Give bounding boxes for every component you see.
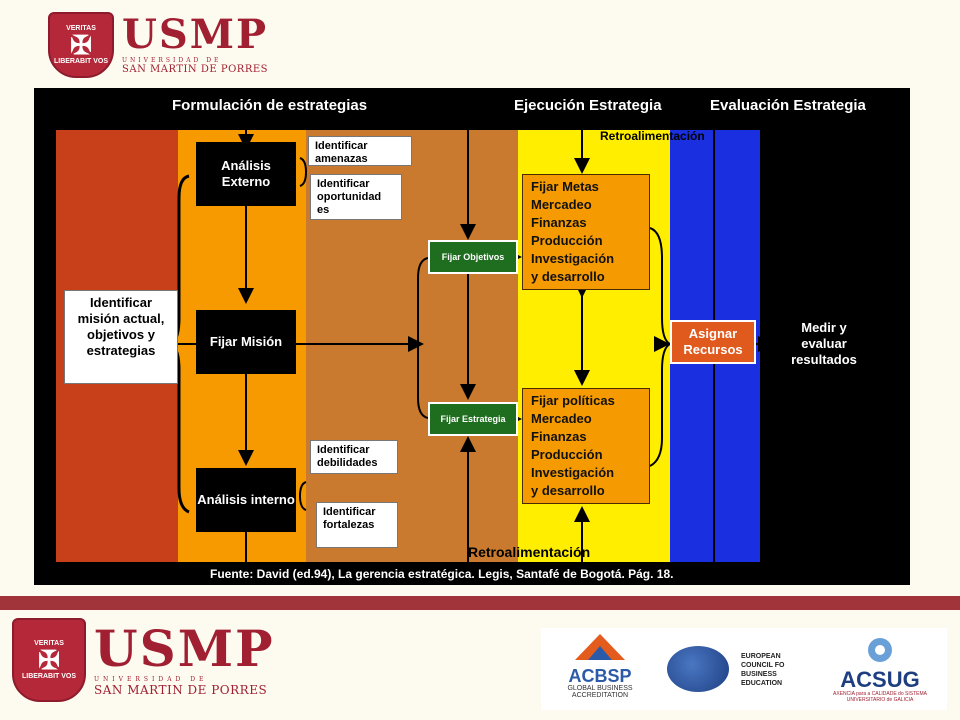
acsug-name: ACSUG xyxy=(840,667,920,692)
ecbe-line: COUNCIL FO xyxy=(741,662,785,669)
brand-name: USMP xyxy=(94,618,275,678)
ecbe-line: EDUCATION xyxy=(741,680,783,687)
acsug-logo xyxy=(817,636,943,706)
ecbe-line: EUROPEAN xyxy=(741,653,781,660)
brand-name: USMP xyxy=(122,11,269,58)
medir-resultados-text: Medir y evaluar resultados xyxy=(791,320,857,367)
fijar-mision-box: Fijar Misión xyxy=(196,310,296,374)
analisis-interno-box: Análisis interno xyxy=(196,468,296,532)
crest-motto-bottom: LIBERABIT VOS xyxy=(53,58,109,65)
oportunidades-box: Identificar oportunidad es xyxy=(310,174,402,220)
acbsp-sub2: ACCREDITATION xyxy=(571,692,629,699)
usmp-crest-icon xyxy=(48,12,114,78)
metas-line: Producción xyxy=(531,233,603,248)
crest-motto-top: VERITAS xyxy=(34,640,64,647)
metas-line: Mercadeo xyxy=(531,197,592,212)
asignar-recursos-box: Asignar Recursos xyxy=(670,320,756,364)
politicas-line: y desarrollo xyxy=(531,483,605,498)
politicas-line: Producción xyxy=(531,447,603,462)
feedback-label-top: Retroalimentación xyxy=(600,129,705,143)
metas-box xyxy=(522,174,650,290)
footer-logo xyxy=(12,618,275,702)
footer-divider xyxy=(0,596,960,610)
metas-line: Finanzas xyxy=(531,215,587,230)
metas-line: Investigación xyxy=(531,251,615,266)
acbsp-mark-icon xyxy=(570,632,630,662)
brand-subtitle-1: UNIVERSIDAD DE xyxy=(122,57,222,64)
debilidades-box: Identificar debilidades xyxy=(310,440,398,474)
cross-icon: ✠ xyxy=(38,645,60,675)
header-formulacion: Formulación de estrategias xyxy=(172,97,368,114)
analisis-externo-box: Análisis Externo xyxy=(196,142,296,206)
usmp-crest-icon xyxy=(12,618,86,702)
politicas-line: Finanzas xyxy=(531,429,587,444)
ecbe-globe-icon xyxy=(667,646,729,692)
fortalezas-box: Identificar fortalezas xyxy=(316,502,398,548)
header-ejecucion: Ejecución Estrategia xyxy=(514,97,662,114)
cross-icon: ✠ xyxy=(70,30,92,60)
acbsp-sub1: GLOBAL BUSINESS xyxy=(567,685,633,692)
brand-subtitle-2: SAN MARTIN DE PORRES xyxy=(94,682,268,697)
ecbe-line: BUSINESS xyxy=(741,671,777,678)
strategy-diagram xyxy=(34,88,910,585)
acsug-mark-icon xyxy=(860,636,900,664)
politicas-line: Investigación xyxy=(531,465,615,480)
fijar-objetivos-box: Fijar Objetivos xyxy=(428,240,518,274)
mission-box: Identificar misión actual, objetivos y estrategias xyxy=(64,290,178,384)
acbsp-name: ACBSP xyxy=(568,666,632,686)
source-citation: Fuente: David (ed.94), La gerencia estratégica. Legis, Santafé de Bogotá. Pág. 18. xyxy=(210,567,674,581)
brand-subtitle-1: UNIVERSIDAD DE xyxy=(94,675,208,683)
feedback-label-bottom: Retroalimentación xyxy=(468,544,591,560)
metas-line: Fijar Metas xyxy=(531,179,599,194)
politicas-line: Mercadeo xyxy=(531,411,592,426)
brand-subtitle-2: SAN MARTIN DE PORRES xyxy=(122,64,268,75)
ecbe-text xyxy=(741,652,784,688)
metas-line: y desarrollo xyxy=(531,269,605,284)
crest-motto-top: VERITAS xyxy=(66,25,96,32)
crest-motto-bottom: LIBERABIT VOS xyxy=(21,673,77,680)
politicas-box xyxy=(522,388,650,504)
acbsp-logo xyxy=(547,632,653,706)
header-logo xyxy=(48,12,268,78)
accreditation-logos xyxy=(541,628,947,710)
acsug-sub: AXENCIA para a CALIDADE do SISTEMA UNIVERSITARIO de GALICIA xyxy=(833,691,927,703)
fijar-estrategia-box: Fijar Estrategia xyxy=(428,402,518,436)
politicas-line: Fijar políticas xyxy=(531,393,615,408)
header-evaluacion: Evaluación Estrategia xyxy=(710,97,866,114)
amenazas-box: Identificar amenazas xyxy=(308,136,412,166)
